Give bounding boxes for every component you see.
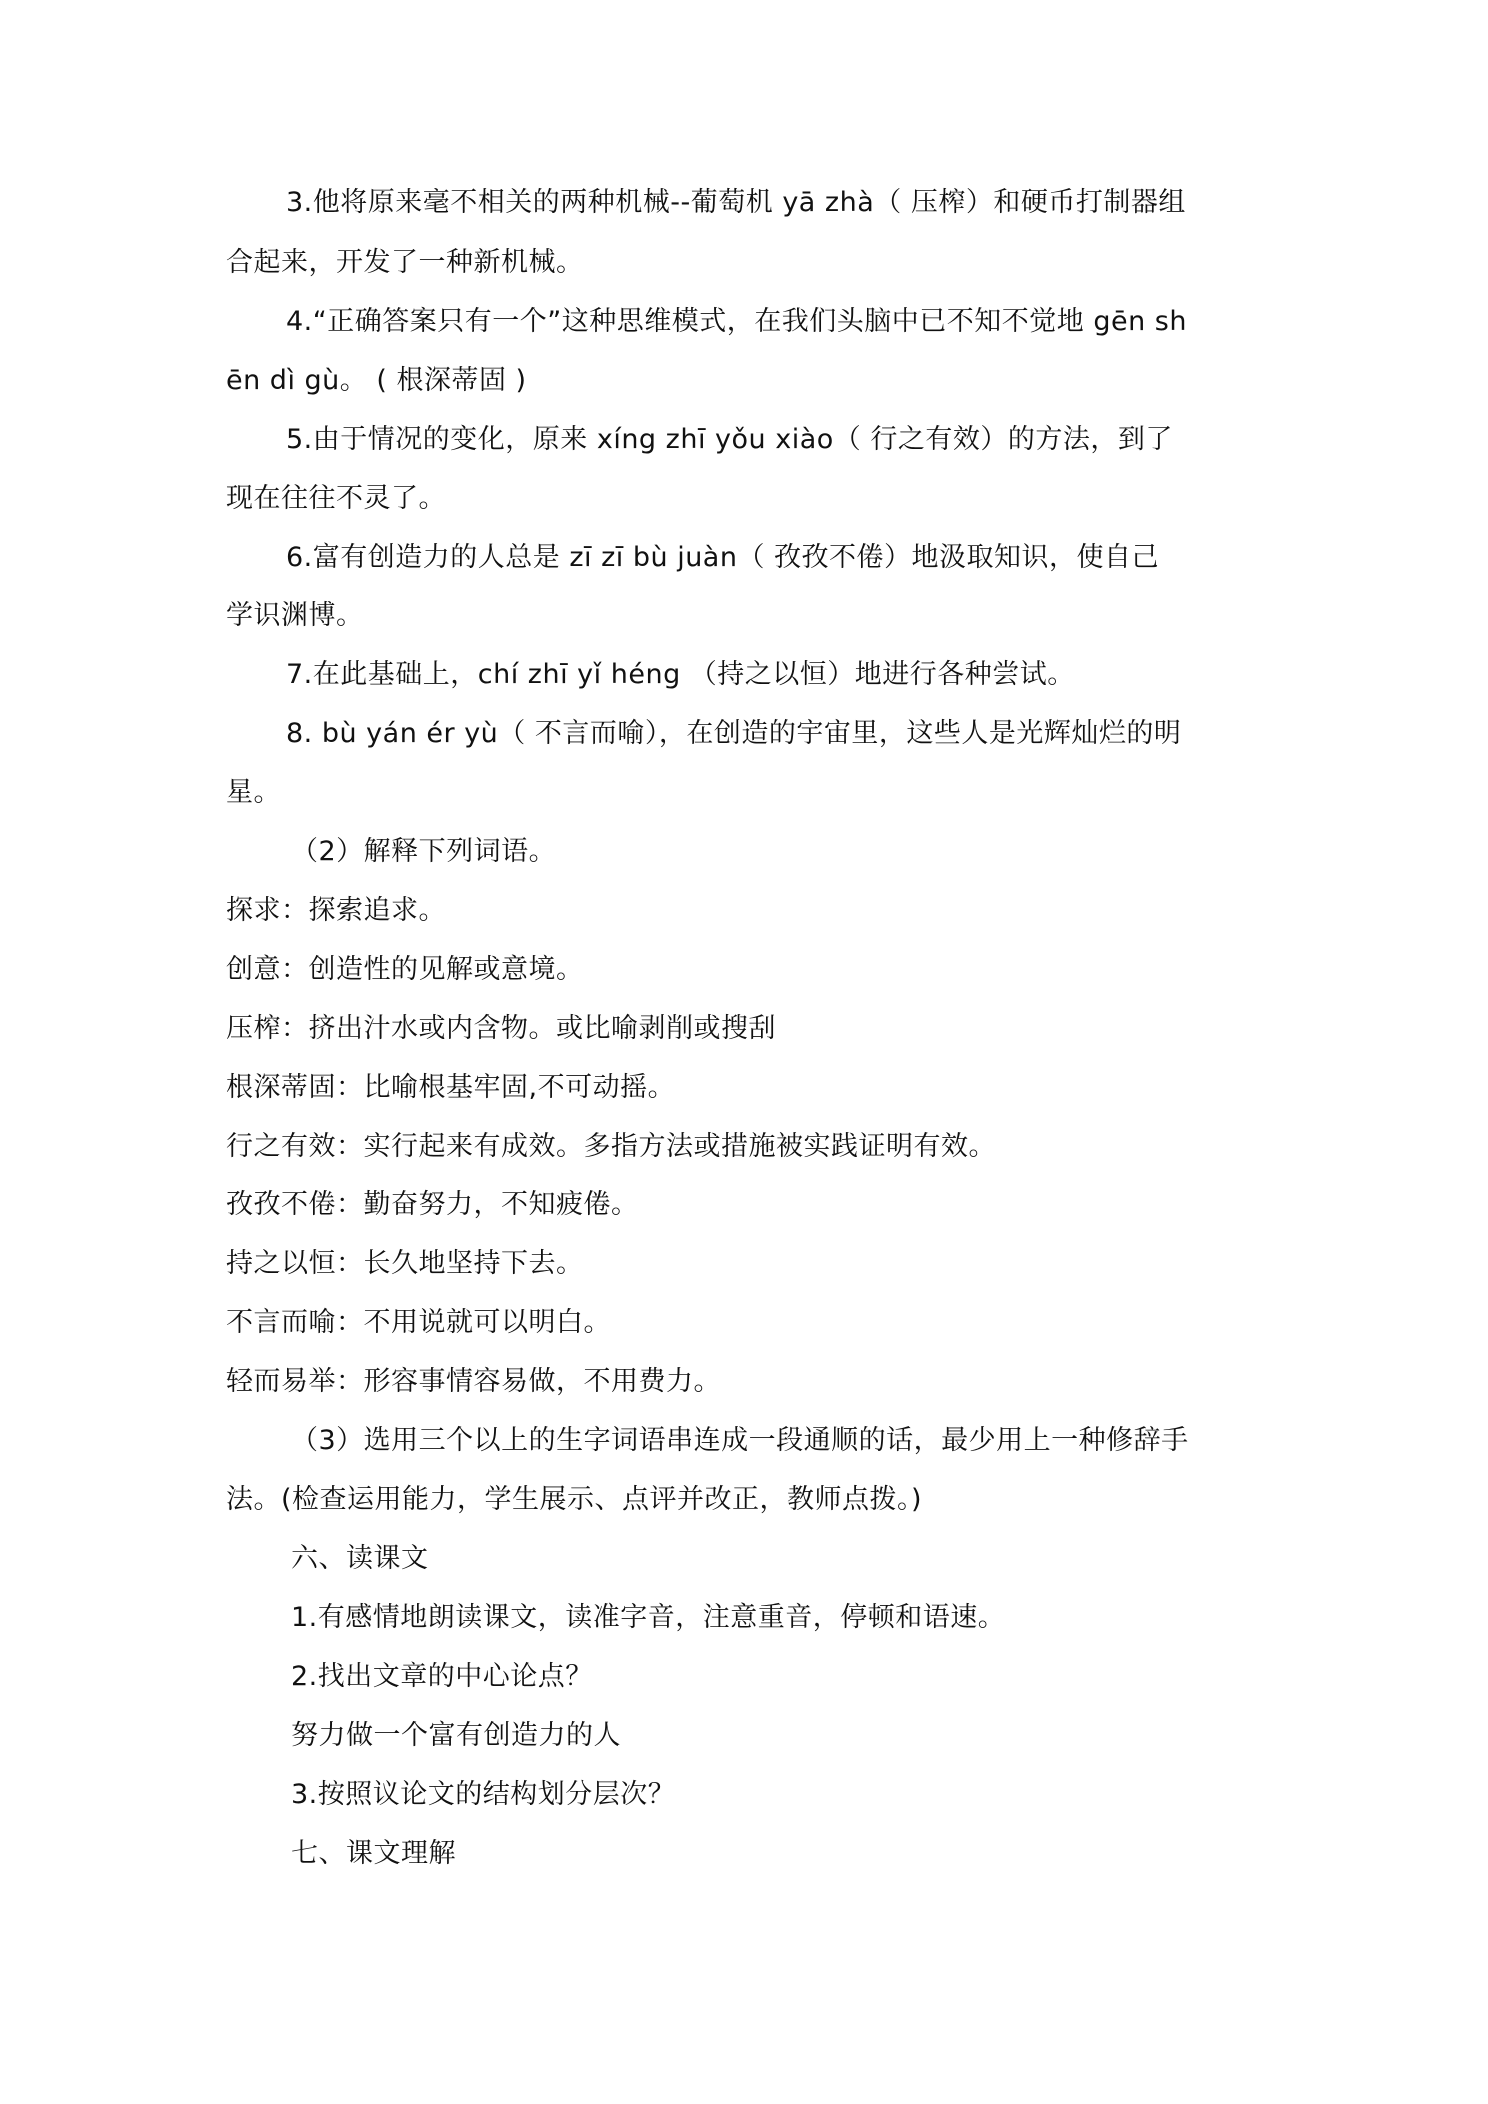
definition-item: 不言而喻：不用说就可以明白。 — [226, 1307, 611, 1338]
section-7-title: 七、课文理解 — [291, 1838, 456, 1869]
definition-item: 创意：创造性的见解或意境。 — [226, 954, 584, 985]
fill-in-item-4-line-1: 4.“正确答案只有一个”这种思维模式，在我们头脑中已不知不觉地 gēn sh — [286, 306, 1187, 337]
definition-item: 轻而易举：形容事情容易做，不用费力。 — [226, 1366, 721, 1397]
definition-item: 行之有效：实行起来有成效。多指方法或措施被实践证明有效。 — [226, 1131, 996, 1162]
apply-task-line-1: （3）选用三个以上的生字词语串连成一段通顺的话，最少用上一种修辞手 — [291, 1425, 1189, 1456]
section-6-title: 六、读课文 — [291, 1543, 429, 1574]
fill-in-item-5-line-2: 现在往往不灵了。 — [226, 483, 446, 514]
definition-item: 探求：探索追求。 — [226, 895, 446, 926]
fill-in-item-5-line-1: 5.由于情况的变化，原来 xíng zhī yǒu xiào（ 行之有效）的方法，到了 — [286, 424, 1173, 455]
definition-item: 压榨：挤出汁水或内含物。或比喻剥削或搜刮 — [226, 1013, 776, 1044]
definition-item: 根深蒂固：比喻根基牢固,不可动摇。 — [226, 1072, 676, 1103]
explain-heading: （2）解释下列词语。 — [291, 836, 557, 867]
section-6-item: 努力做一个富有创造力的人 — [291, 1720, 621, 1751]
fill-in-item-8-line-2: 星。 — [226, 777, 281, 808]
fill-in-item-4-line-2: ēn dì gù。 ( 根深蒂固 ) — [226, 365, 527, 396]
fill-in-item-3-line-2: 合起来，开发了一种新机械。 — [226, 247, 584, 278]
fill-in-item-6-line-1: 6.富有创造力的人总是 zī zī bù juàn（ 孜孜不倦）地汲取知识，使自己 — [286, 542, 1160, 573]
fill-in-item-3-line-1: 3.他将原来毫不相关的两种机械--葡萄机 yā zhà（ 压榨）和硬币打制器组 — [286, 187, 1186, 218]
fill-in-item-8-line-1: 8. bù yán ér yù（ 不言而喻），在创造的宇宙里，这些人是光辉灿烂的明 — [286, 718, 1182, 749]
fill-in-item-7: 7.在此基础上，chí zhī yǐ héng （持之以恒）地进行各种尝试。 — [286, 659, 1075, 690]
definition-item: 持之以恒：长久地坚持下去。 — [226, 1248, 584, 1279]
definition-item: 孜孜不倦：勤奋努力，不知疲倦。 — [226, 1189, 639, 1220]
section-6-item: 1.有感情地朗读课文，读准字音，注意重音，停顿和语速。 — [291, 1602, 1006, 1633]
apply-task-line-2: 法。(检查运用能力，学生展示、点评并改正，教师点拨。) — [226, 1484, 923, 1515]
section-6-item: 3.按照议论文的结构划分层次？ — [291, 1779, 676, 1810]
section-6-item: 2.找出文章的中心论点？ — [291, 1661, 593, 1692]
fill-in-item-6-line-2: 学识渊博。 — [226, 600, 364, 631]
